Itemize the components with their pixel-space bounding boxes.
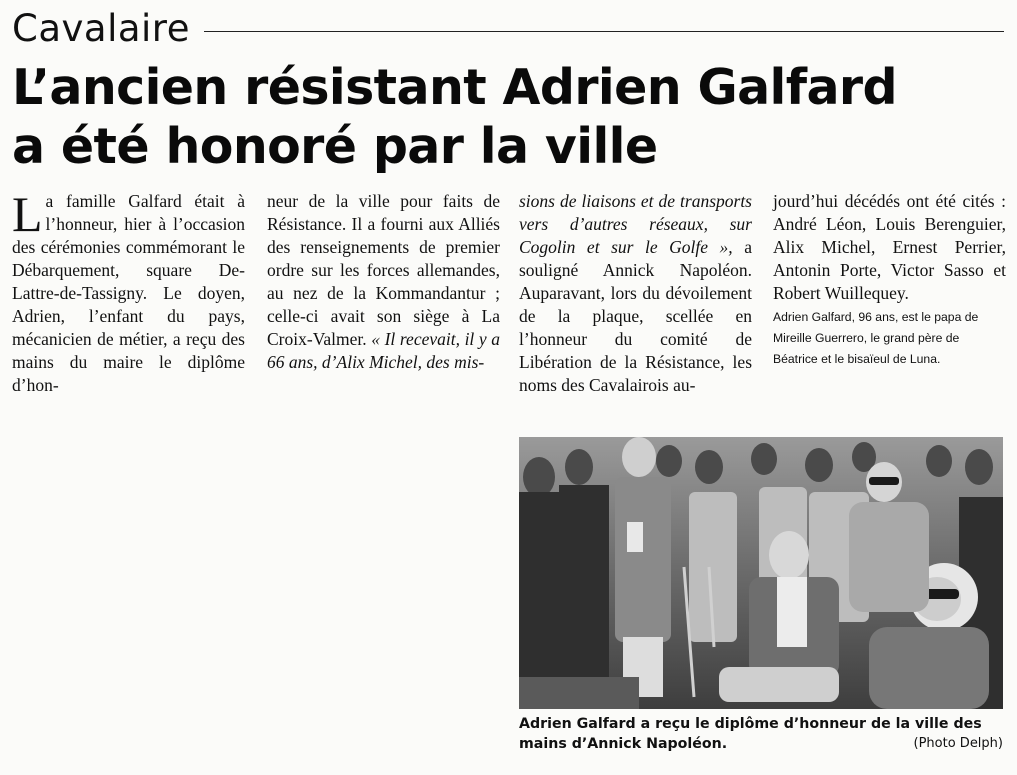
- headline-line-1: L’ancien résistant Adrien Galfard: [12, 59, 897, 116]
- headline: [12, 58, 1002, 176]
- section-kicker: Cavalaire: [12, 6, 190, 50]
- photo-credit: (Photo Delph): [913, 736, 1003, 751]
- column-3-text: [519, 190, 752, 397]
- photo-illustration: [519, 437, 1003, 709]
- article-column-2: [267, 190, 500, 374]
- article-column-3: [519, 190, 752, 397]
- ceremony-photo: [519, 437, 1003, 709]
- column-3-body: a souligné Annick Napoléon. Auparavant, lors du dévoilement de la plaque, scellée en l’honneur du comité de Libération de la Résistance, les noms des Cavalairois au-: [519, 237, 752, 395]
- drop-cap: L: [12, 186, 43, 242]
- headline-line-2: a été honoré par la ville: [12, 118, 658, 175]
- column-4-body: jourd’hui décédés ont été cités : André Léon, Louis Berenguier, Alix Michel, Ernest Perrier, Antonin Porte, Victor Sasso et Robert Wuillequey.: [773, 191, 1006, 303]
- column-2-quote: « Il recevait, il y a 66 ans, d’Alix Michel, des mis-: [267, 329, 501, 372]
- article-column-4: [773, 190, 1006, 370]
- column-2-body: neur de la ville pour faits de Résistance. Il a fourni aux Alliés des renseignements de premier ordre sur les forces allemandes, au nez de la Kommandantur ; celle-ci avait son siège à La Croix-Valmer.: [267, 191, 500, 349]
- column-3-quote: sions de liaisons et de transports vers d’autres réseaux, sur Cogolin et sur le Golfe »,: [519, 191, 752, 257]
- article-column-1: [12, 186, 245, 397]
- photo-caption: Adrien Galfard a reçu le diplôme d’honneur de la ville des mains d’Annick Napoléon.: [519, 716, 982, 752]
- column-1-body: a famille Galfard était à l’honneur, hier à l’occasion des cérémonies commémorant le Débarquement, square De-Lattre-de-Tassigny. Le doyen, Adrien, l’enfant du pays, mécanicien de métier, a reçu des mains du maire le diplôme d’hon-: [12, 191, 245, 395]
- family-note: Adrien Galfard, 96 ans, est le papa de Mireille Guerrero, le grand père de Béatrice et le bisaïeul de Luna.: [773, 310, 979, 366]
- column-2-text: [267, 190, 500, 374]
- column-1-text: [12, 186, 245, 397]
- kicker-rule: [204, 31, 1004, 32]
- section-header: [12, 6, 1004, 50]
